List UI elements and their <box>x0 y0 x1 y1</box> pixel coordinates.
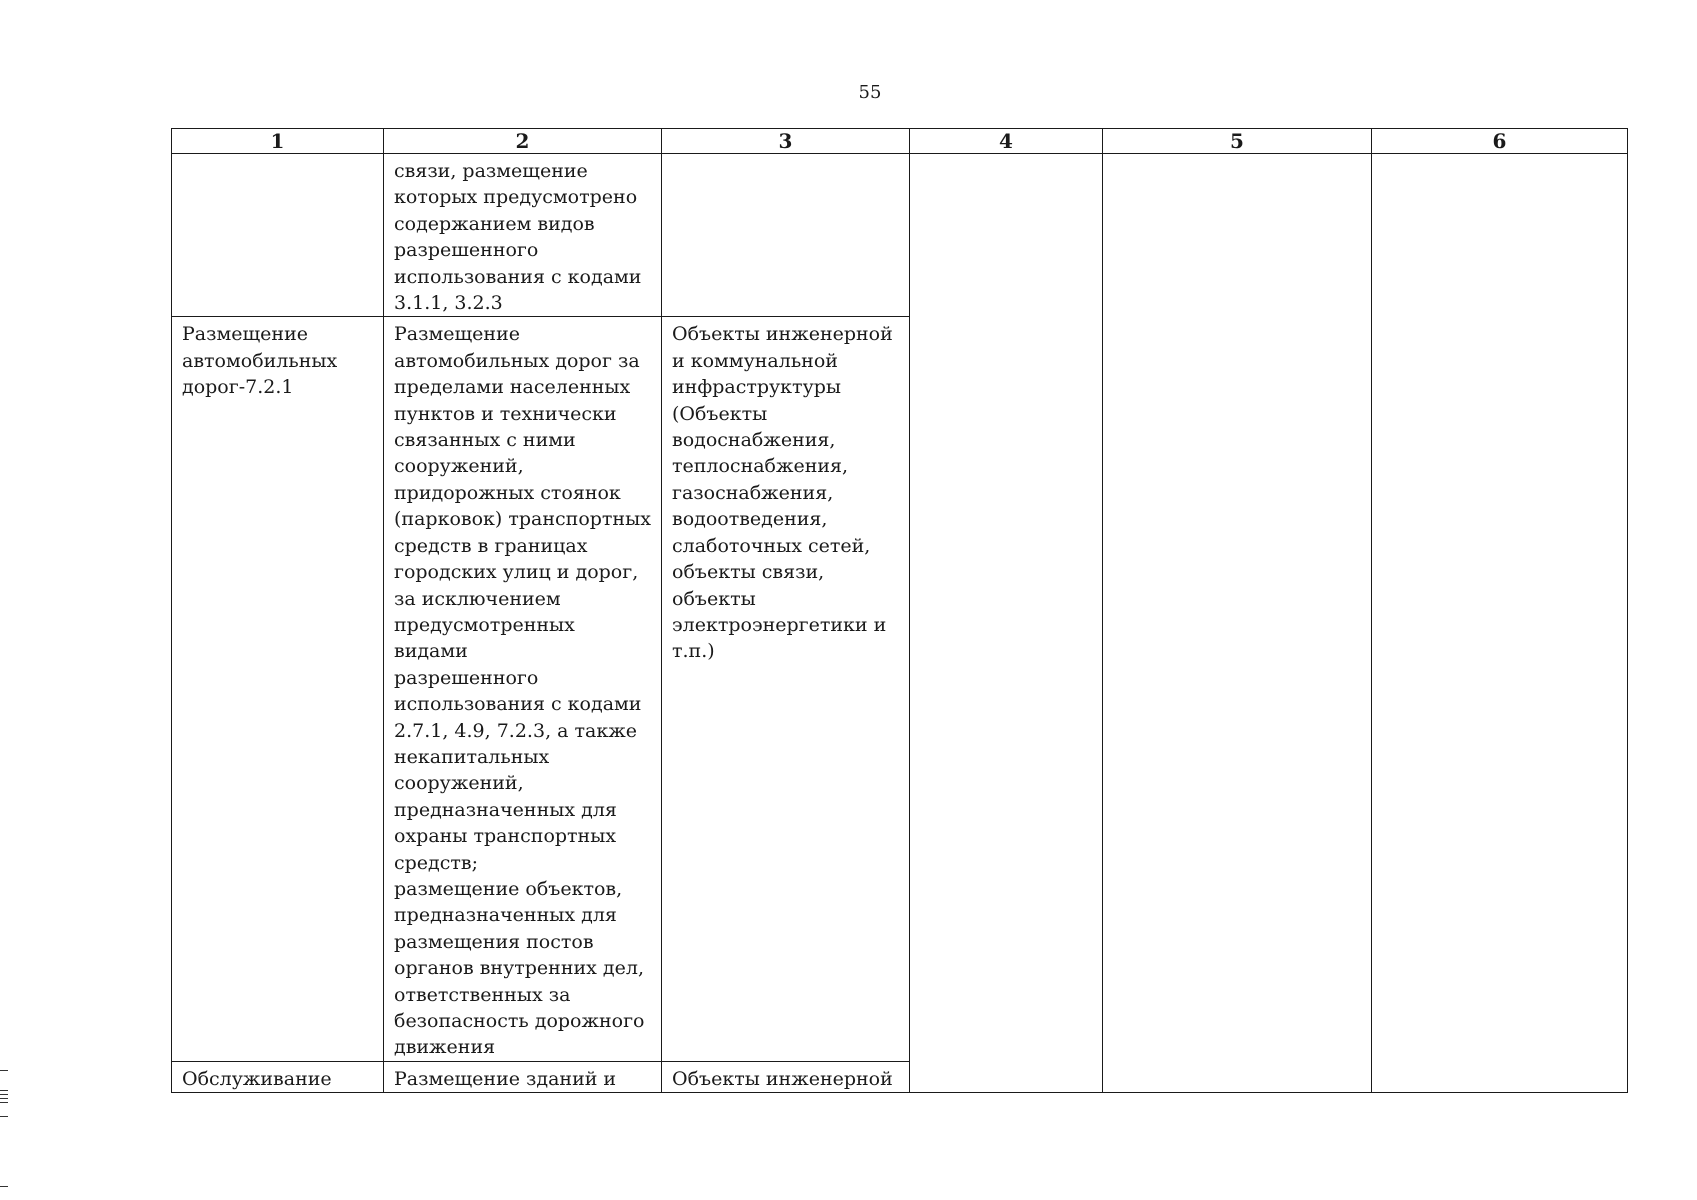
scan-margin-mark <box>0 1116 8 1117</box>
page-number: 55 <box>858 82 882 103</box>
table-cell-empty-col4 <box>910 154 1103 1093</box>
scan-margin-mark <box>0 1070 8 1071</box>
table-cell-empty-col5 <box>1103 154 1372 1093</box>
table-cell-use-type: Обслуживание <box>172 1061 384 1092</box>
column-header-1: 1 <box>172 129 384 154</box>
table-cell-facilities: Объекты инженерной и коммунальной инфраструктуры (Объекты водоснабжения, теплоснабжения, газоснабжения, водоотведения, слаботочных сетей, объекты связи, объекты электроэнергетики и т.п.) <box>662 317 910 1061</box>
table-cell-empty-col6 <box>1372 154 1628 1093</box>
table-cell-facilities: Объекты инженерной <box>662 1061 910 1092</box>
scan-margin-mark <box>0 1094 8 1095</box>
table-cell-description: Размещение зданий и <box>384 1061 662 1092</box>
table-cell-use-type <box>172 154 384 317</box>
table-cell-use-type: Размещение автомобильных дорог-7.2.1 <box>172 317 384 1061</box>
table-cell-description: Размещение автомобильных дорог за пределами населенных пунктов и технически связанных с ними сооружений, придорожных стоянок (парковок) транспортных средств в границах городских улиц и дорог, за исключением предусмотренных видами разрешенного использования с кодами 2.7.1, 4.9, 7.2.3, а также некапитальных сооружений, предназначенных для охраны транспортных средств; размещение объектов, предназначенных для размещения постов органов внутренних дел, ответственных за безопасность дорожного движения <box>384 317 662 1061</box>
regulation-table <box>171 128 1628 1093</box>
scan-margin-mark <box>0 1102 8 1103</box>
table-cell-description: связи, размещение которых предусмотрено содержанием видов разрешенного использования с кодами 3.1.1, 3.2.3 <box>384 154 662 317</box>
table-cell-facilities <box>662 154 910 317</box>
table-row <box>172 154 1628 317</box>
table-header-row <box>172 129 1628 154</box>
scan-margin-mark <box>0 1098 8 1099</box>
scan-margin-mark <box>0 1090 8 1091</box>
column-header-3: 3 <box>662 129 910 154</box>
scan-margin-mark <box>0 1186 8 1187</box>
column-header-5: 5 <box>1103 129 1372 154</box>
column-header-6: 6 <box>1372 129 1628 154</box>
column-header-4: 4 <box>910 129 1103 154</box>
column-header-2: 2 <box>384 129 662 154</box>
